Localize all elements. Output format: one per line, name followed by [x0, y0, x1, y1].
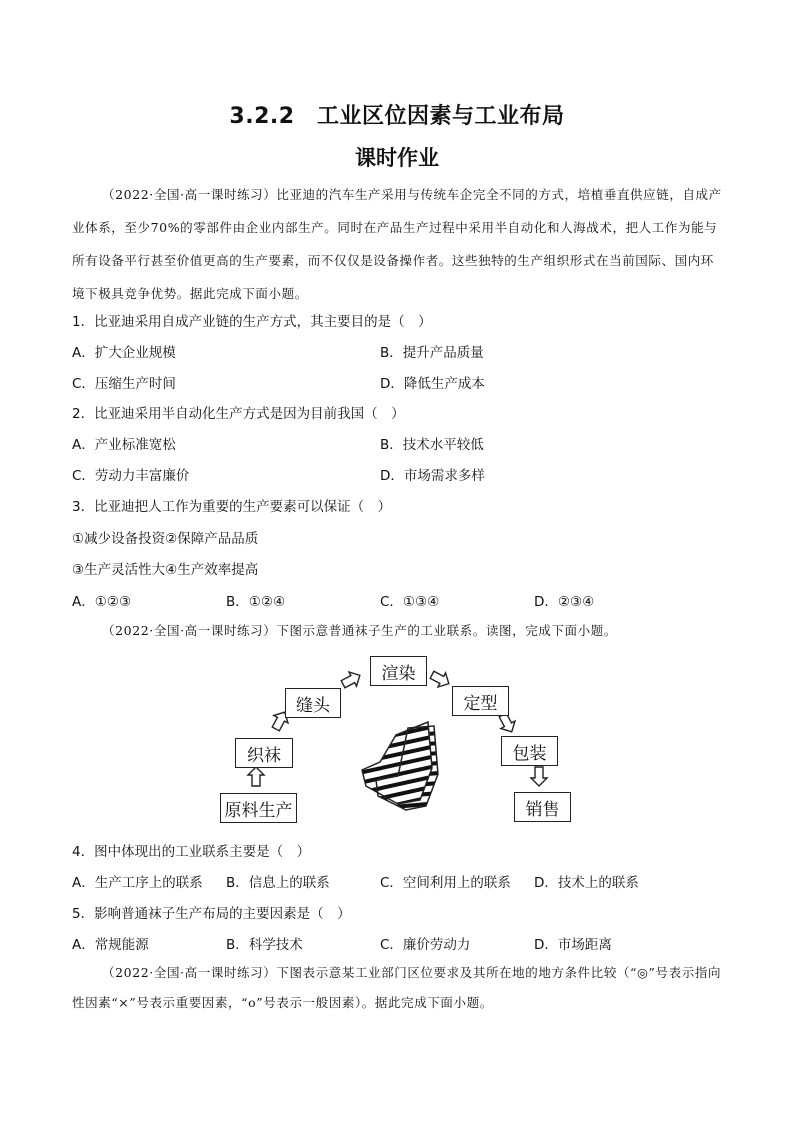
q4-option-c[interactable]: C．空间利用上的联系: [380, 875, 511, 891]
socks-illustration: [350, 715, 450, 816]
box-packing: 包装: [501, 736, 558, 766]
page-subtitle: 课时作业: [355, 146, 439, 170]
q2-option-a[interactable]: A．产业标准宽松: [72, 437, 176, 453]
q2-option-d[interactable]: D．市场需求多样: [380, 468, 485, 484]
question-1-stem: 1．比亚迪采用自成产业链的生产方式，其主要目的是（ ）: [72, 314, 432, 330]
q3-option-c[interactable]: C．①③④: [380, 594, 440, 610]
box-knitting: 织袜: [235, 738, 293, 768]
q3-option-b[interactable]: B．①②④: [226, 594, 286, 610]
question-2-stem: 2．比亚迪采用半自动化生产方式是因为目前我国（ ）: [72, 406, 405, 422]
q4-option-a[interactable]: A．生产工序上的联系: [72, 875, 203, 891]
box-sewing: 缝头: [285, 688, 341, 718]
q1-option-b[interactable]: B．提升产品质量: [380, 345, 484, 361]
q3-statements-1: ①减少设备投资②保障产品品质: [72, 531, 259, 547]
question-4-stem: 4．图中体现出的工业联系主要是（ ）: [72, 844, 311, 860]
box-shaping: 定型: [452, 686, 509, 716]
arrow-raw-to-knit: [248, 767, 264, 786]
q1-option-a[interactable]: A．扩大企业规模: [72, 345, 176, 361]
arrow-pack-to-sell: [531, 767, 547, 786]
box-selling: 销售: [514, 792, 571, 822]
passage-socks: （2022·全国·高一课时练习）下图示意普通袜子生产的工业联系。读图，完成下面小题。: [102, 623, 617, 638]
q1-option-d[interactable]: D．降低生产成本: [380, 376, 485, 392]
box-dyeing: 渲染: [370, 656, 427, 686]
question-5-stem: 5．影响普通袜子生产布局的主要因素是（ ）: [72, 906, 351, 922]
q3-option-a[interactable]: A．①②③: [72, 594, 132, 610]
q4-option-d[interactable]: D．技术上的联系: [534, 875, 639, 891]
q4-option-b[interactable]: B．信息上的联系: [226, 875, 330, 891]
question-3-stem: 3．比亚迪把人工作为重要的生产要素可以保证（ ）: [72, 499, 392, 515]
arrow-sew-to-dye: [339, 668, 363, 691]
passage-industry-location: （2022·全国·高一课时练习）下图表示意某工业部门区位要求及其所在地的地方条件比较（“◎”号表示指向性因素“×”号表示重要因素，“o”号表示一般因素）。据此完成下面小题。: [72, 965, 722, 1010]
q2-option-c[interactable]: C．劳动力丰富廉价: [72, 468, 190, 484]
page-title: 3.2.2 工业区位因素与工业布局: [229, 104, 565, 129]
q3-statements-2: ③生产灵活性大④生产效率提高: [72, 562, 259, 578]
q3-option-d[interactable]: D．②③④: [534, 594, 595, 610]
q5-option-d[interactable]: D．市场距离: [534, 937, 612, 953]
q5-option-b[interactable]: B．科学技术: [226, 937, 303, 953]
q2-option-b[interactable]: B．技术水平较低: [380, 437, 484, 453]
arrow-dye-to-shape: [428, 668, 452, 691]
q5-option-c[interactable]: C．廉价劳动力: [380, 937, 471, 953]
q5-option-a[interactable]: A．常规能源: [72, 937, 149, 953]
passage-byd: （2022·全国·高一课时练习）比亚迪的汽车生产采用与传统车企完全不同的方式，培植垂直供应链，自成产业体系，至少70%的零部件由企业内部生产。同时在产品生产过程中采用半自动化和人海战术，把人工作为能与所有设备平行甚至价值更高的生产要素，而不仅仅是设备操作者。这些独特的生产组织形式在当前国际、国内环境下极具竞争优势。据此完成下面小题。: [72, 187, 722, 301]
q1-option-c[interactable]: C．压缩生产时间: [72, 376, 176, 392]
box-raw-material: 原料生产: [220, 793, 297, 823]
